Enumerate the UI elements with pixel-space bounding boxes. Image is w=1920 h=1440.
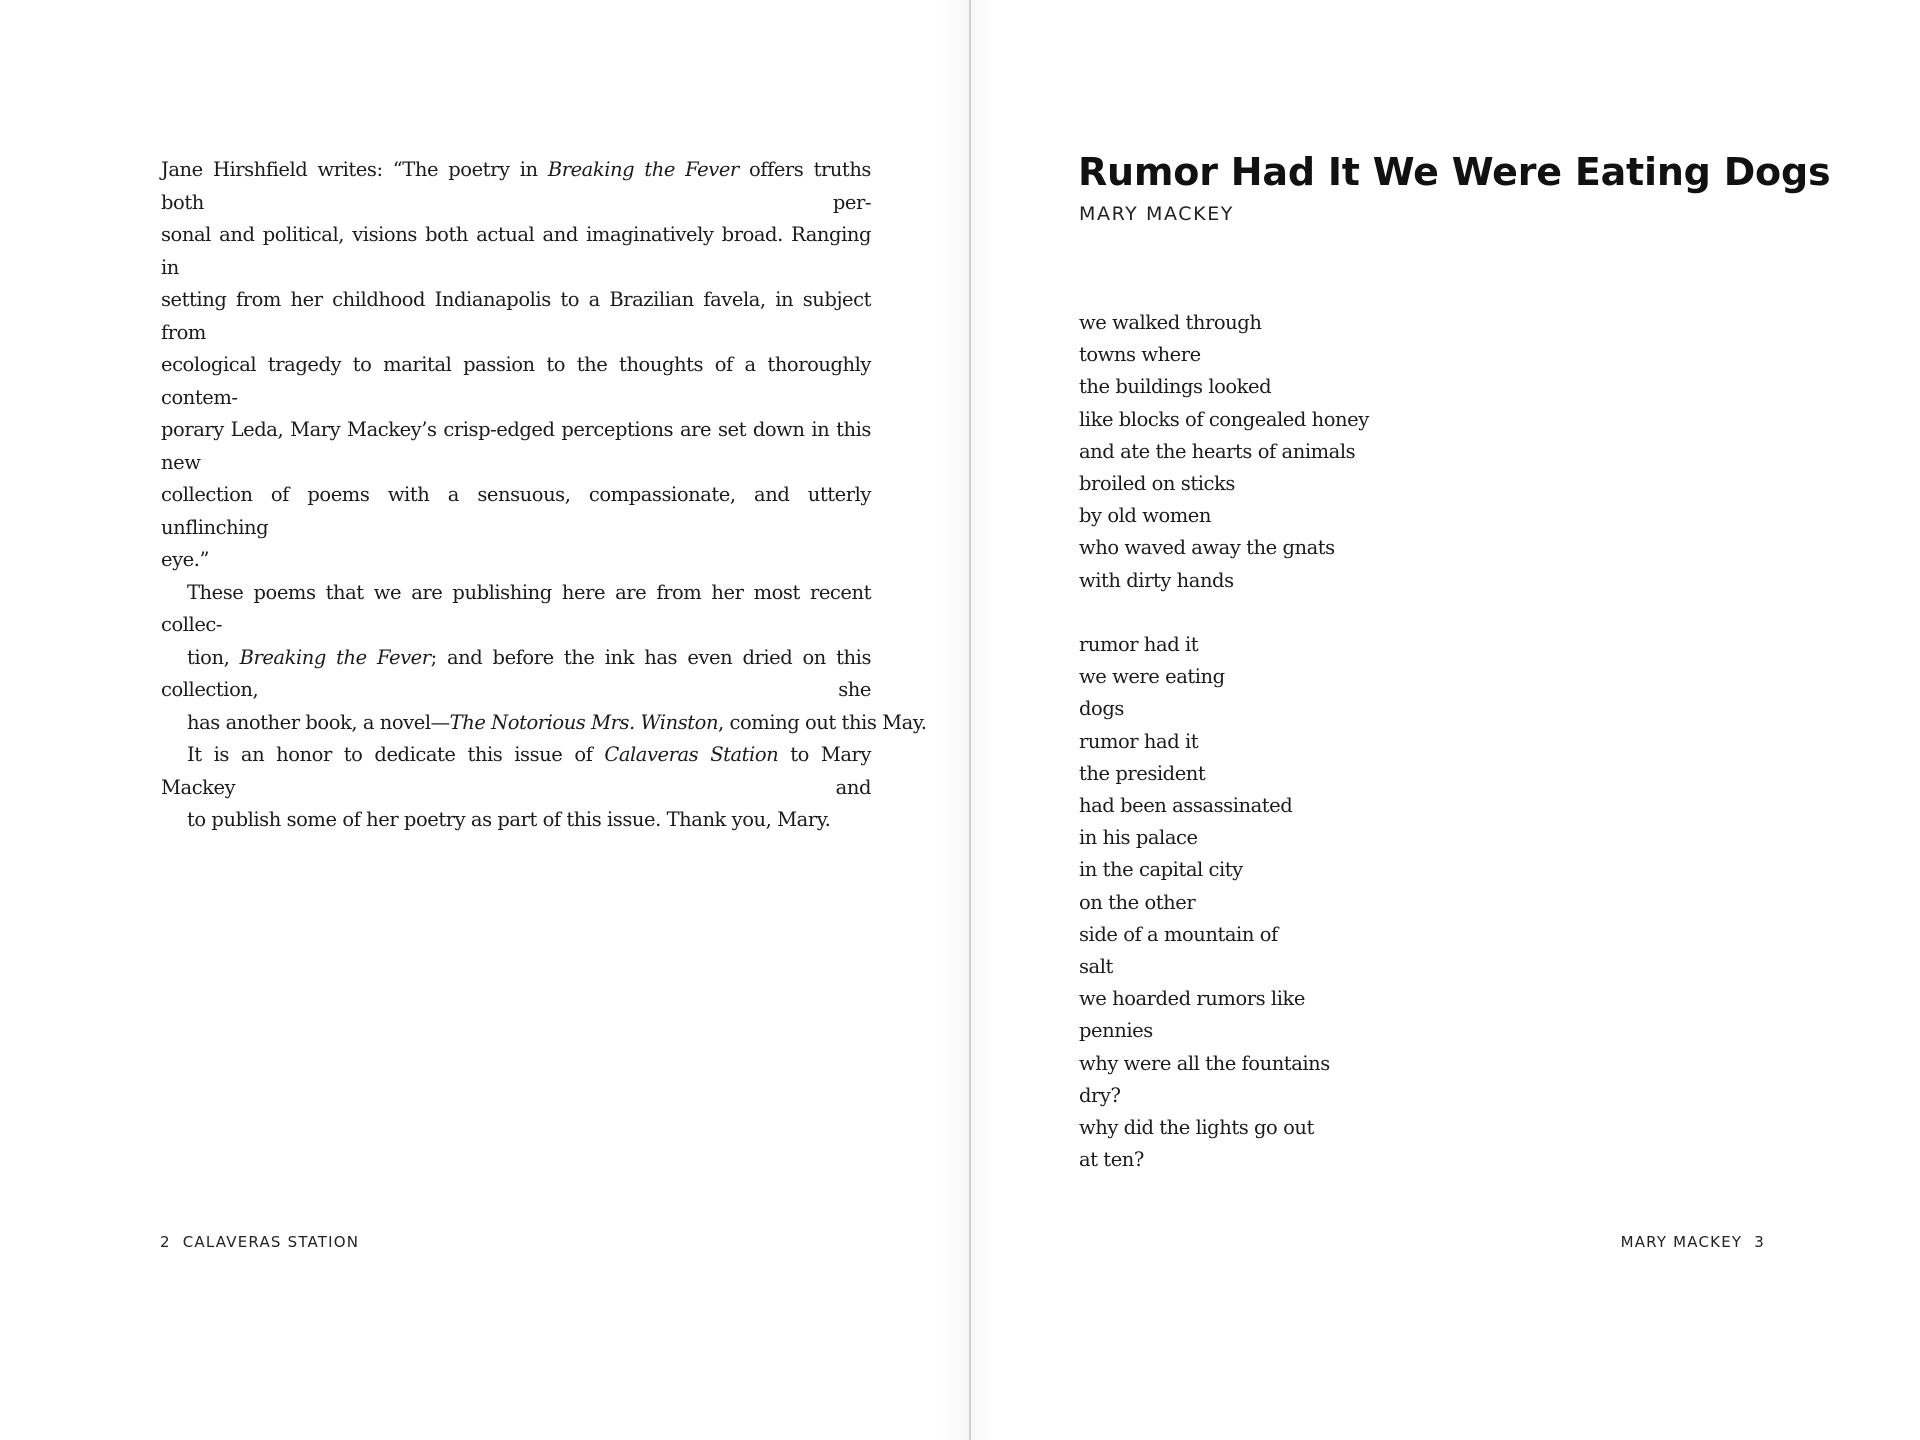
poem-line: we walked through <box>1079 311 1262 334</box>
poem-line: who waved away the gnats <box>1079 536 1335 560</box>
poem-line: pennies <box>1079 1019 1153 1043</box>
text-line <box>161 642 871 707</box>
text-line <box>161 804 871 837</box>
introduction-text <box>161 154 927 837</box>
italic-title: Calaveras Station <box>604 743 779 766</box>
text-line <box>161 219 871 284</box>
text-line <box>161 284 871 349</box>
gutter-shadow-left <box>940 0 969 1440</box>
poem-line: on the other <box>1079 890 1196 914</box>
poem-line: we were eating <box>1079 665 1225 689</box>
poem-line: rumor had it <box>1079 729 1199 753</box>
text-run: , coming out this May. <box>718 710 927 734</box>
poem-line: by old women <box>1079 504 1211 528</box>
poem-line: the buildings looked <box>1079 375 1272 399</box>
left-page-footer <box>160 1233 359 1251</box>
poem-line: we hoarded rumors like <box>1079 987 1305 1011</box>
text-run: It is an honor to dedicate this issue of <box>187 743 605 766</box>
running-head: MARY MACKEY <box>1620 1233 1743 1251</box>
paragraph <box>161 154 871 577</box>
text-line <box>161 479 871 544</box>
text-run: to Mary Mackey and <box>161 743 871 799</box>
text-line <box>161 577 871 642</box>
poem-line: the president <box>1079 761 1206 785</box>
text-run: has another book, a novel— <box>187 710 450 734</box>
text-line <box>161 739 871 804</box>
poem-line: in his palace <box>1079 826 1198 850</box>
poem-title: Rumor Had It We Were Eating Dogs <box>1078 150 1831 194</box>
text-run: Jane Hirshfield writes: “The poetry in <box>161 158 548 181</box>
italic-title: Breaking the Fever <box>547 158 739 181</box>
text-line <box>161 544 871 577</box>
paragraph <box>161 739 871 837</box>
poem-author: MARY MACKEY <box>1079 203 1235 225</box>
right-page-footer <box>1621 1233 1765 1251</box>
paragraph <box>161 577 927 740</box>
text-run: collection of poems with a sensuous, compassionate, and utterly unflinching <box>161 483 871 539</box>
text-run: ecological tragedy to marital passion to the thoughts of a thoroughly contem- <box>161 353 871 409</box>
poem-line: and ate the hearts of animals <box>1079 439 1356 463</box>
poem-line: why did the lights go out <box>1079 1116 1314 1140</box>
text-line <box>161 349 871 414</box>
poem-line: broiled on sticks <box>1079 472 1235 496</box>
poem-line: rumor had it <box>1079 633 1199 657</box>
stanza <box>1079 307 1369 597</box>
text-run: to publish some of her poetry as part of this issue. Thank you, Mary. <box>187 808 831 831</box>
poem-line: why were all the fountains <box>1079 1051 1330 1075</box>
page-number: 2 <box>160 1233 171 1251</box>
page-number: 3 <box>1754 1233 1765 1251</box>
text-line <box>161 154 871 219</box>
poem-line: salt <box>1079 955 1113 979</box>
poem-body <box>1079 307 1369 1176</box>
poem-line: side of a mountain of <box>1079 922 1278 946</box>
stanza <box>1079 629 1369 1176</box>
poem-line: at ten? <box>1079 1148 1144 1172</box>
text-run: setting from her childhood Indianapolis to a Brazilian favela, in subject from <box>161 288 871 344</box>
text-run: tion, <box>187 645 240 669</box>
poem-line: with dirty hands <box>1079 568 1234 592</box>
italic-title: Breaking the Fever <box>239 645 431 669</box>
text-line <box>161 707 927 740</box>
poem-line: in the capital city <box>1079 858 1243 882</box>
text-run: ; and before the ink has even dried on this collection, she <box>161 645 871 701</box>
text-run: These poems that we are publishing here are from her most recent collec- <box>161 580 871 636</box>
right-page <box>971 0 1920 1440</box>
text-run: eye.” <box>161 548 210 571</box>
text-run: offers truths both per- <box>161 158 871 214</box>
poem-line: dry? <box>1079 1083 1121 1107</box>
text-run: porary Leda, Mary Mackey’s crisp-edged perceptions are set down in this new <box>161 418 871 474</box>
poem-line: dogs <box>1079 697 1124 721</box>
text-line <box>161 414 871 479</box>
running-head: CALAVERAS STATION <box>182 1233 360 1251</box>
poem-line: like blocks of congealed honey <box>1079 407 1369 431</box>
poem-line: had been assassinated <box>1079 794 1293 818</box>
poem-line: towns where <box>1079 343 1201 367</box>
text-run: sonal and political, visions both actual and imaginatively broad. Ranging in <box>161 223 871 279</box>
italic-title: The Notorious Mrs. Winston <box>449 710 719 734</box>
